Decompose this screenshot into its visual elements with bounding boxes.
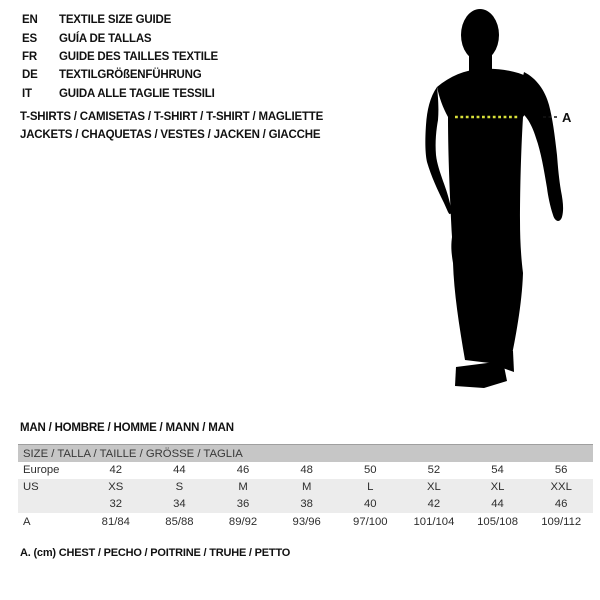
cell: 81/84 — [101, 516, 130, 528]
right-arm — [521, 72, 563, 221]
category-tshirts: T-SHIRTS / CAMISETAS / T-SHIRT / T-SHIRT / MAGLIETTE — [20, 111, 324, 123]
cell: 93/96 — [292, 516, 321, 528]
us-size-band — [18, 479, 593, 513]
cell: 56 — [554, 464, 568, 476]
language-code: IT — [22, 87, 32, 100]
language-row-de — [22, 66, 218, 84]
language-code: DE — [22, 69, 38, 82]
category-jackets: JACKETS / CHAQUETAS / VESTES / JACKEN / GIACCHE — [20, 129, 321, 142]
measure-label-a: A — [562, 110, 572, 125]
cell: 101/104 — [413, 516, 455, 528]
language-row-es — [22, 29, 218, 47]
table-row-us-numeric — [18, 496, 593, 513]
cell: XL — [490, 481, 505, 493]
man-silhouette-figure — [410, 5, 575, 395]
cell: XL — [427, 481, 441, 493]
cell: 89/92 — [228, 516, 258, 528]
cell: 97/100 — [353, 516, 388, 528]
man-silhouette — [425, 9, 563, 388]
cell: 46 — [554, 498, 568, 510]
language-legend — [22, 11, 218, 103]
language-code: FR — [22, 50, 37, 63]
row-label: US — [23, 481, 39, 493]
language-row-it — [22, 85, 218, 103]
cell: 42 — [427, 498, 441, 510]
table-row-chest-cm — [18, 513, 593, 531]
cell: M — [301, 481, 312, 493]
cell: XXL — [550, 481, 572, 493]
language-title: GUÍA DE TALLAS — [59, 32, 152, 45]
table-row-europe — [18, 462, 593, 479]
category-list — [20, 108, 323, 144]
language-code: ES — [22, 32, 37, 45]
cell: 52 — [427, 464, 441, 476]
cell: 50 — [364, 464, 377, 476]
cell: 42 — [109, 464, 123, 476]
size-table-header: SIZE / TALLA / TAILLE / GRÖSSE / TAGLIA — [18, 444, 593, 462]
cell: 46 — [236, 464, 250, 476]
cell: S — [175, 481, 184, 493]
table-row-us — [18, 479, 593, 496]
language-row-en — [22, 11, 218, 29]
cell: 36 — [236, 498, 250, 510]
cell: 54 — [491, 464, 504, 476]
cell: XS — [108, 481, 124, 493]
row-label: A — [23, 516, 31, 528]
measurement-footnote: A. (cm) CHEST / PECHO / POITRINE / TRUHE / PETTO — [20, 547, 291, 559]
front-shoe — [455, 361, 507, 388]
cell: 48 — [300, 464, 313, 476]
man-silhouette-svg — [410, 5, 575, 395]
row-label — [18, 496, 84, 513]
cell: M — [238, 481, 248, 493]
cell: 32 — [109, 498, 123, 510]
size-table — [18, 444, 593, 531]
cell: 34 — [173, 498, 186, 510]
cell: 38 — [300, 498, 313, 510]
cell: 85/88 — [165, 516, 194, 528]
section-title-man: MAN / HOMBRE / HOMME / MANN / MAN — [20, 422, 234, 434]
language-row-fr — [22, 48, 218, 66]
language-title: TEXTILGRÖßENFÜHRUNG — [59, 69, 202, 82]
row-label: Europe — [23, 464, 60, 476]
language-title: TEXTILE SIZE GUIDE — [59, 14, 172, 27]
language-title: GUIDE DES TAILLES TEXTILE — [59, 50, 218, 63]
cell: 44 — [491, 498, 504, 510]
language-code: EN — [22, 14, 38, 27]
language-title: GUIDA ALLE TAGLIE TESSILI — [59, 87, 215, 100]
cell: 40 — [364, 498, 377, 510]
cell: 44 — [173, 464, 186, 476]
cell: L — [367, 481, 374, 493]
cell: 105/108 — [477, 516, 518, 528]
cell: 109/112 — [541, 516, 582, 528]
